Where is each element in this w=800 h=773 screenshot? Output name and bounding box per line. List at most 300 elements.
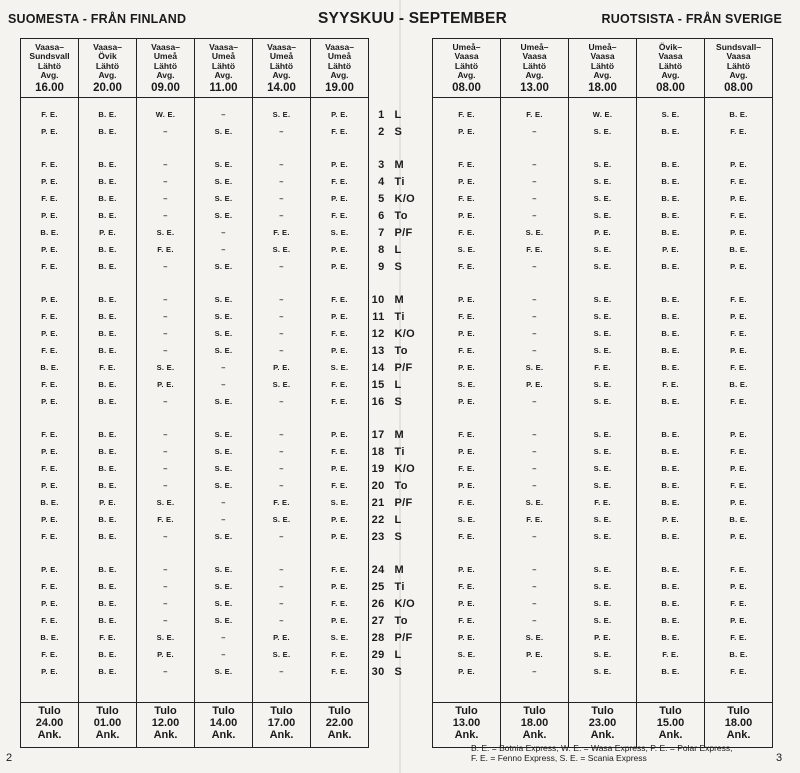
ferry-cell: B. E. [79,123,137,140]
ferry-cell: F. E. [433,494,501,511]
ferry-cell: P. E. [433,359,501,376]
day-number: 2 [378,125,385,138]
table-row [21,426,773,443]
ferry-cell: S. E. [137,494,195,511]
blank-cell [433,545,501,561]
ferry-cell: B. E. [637,477,705,494]
blank-cell [79,140,137,156]
ferry-cell: S. E. [253,511,311,528]
weekday: L [394,648,402,661]
ferry-cell: S. E. [569,308,637,325]
departure-label-fi: Lähtö [211,60,236,71]
table-row [21,376,773,393]
ferry-cell: F. E. [311,376,369,393]
ferry-cell: S. E. [569,173,637,190]
ferry-cell: S. E. [569,156,637,173]
route-column-header [705,39,773,98]
arrival-label-sv: Ank. [327,729,352,741]
blank-cell [195,140,253,156]
blank-cell [79,545,137,561]
blank-cell [569,140,637,156]
weekday: P/F [394,496,413,509]
weekday: P/F [394,361,413,374]
gap-cell [421,258,433,275]
ferry-cell: P. E. [311,190,369,207]
legend [471,743,771,763]
table-row [21,561,773,578]
blank-cell [253,410,311,426]
ferry-cell: – [253,663,311,680]
arrival-label: Tulo [154,705,177,717]
ferry-cell: F. E. [311,123,369,140]
gap-cell [421,123,433,140]
arrival-label: Tulo [591,705,614,717]
arrival-time: 22.00 [325,717,354,729]
arrival-cell [311,703,369,748]
departure-time: 16.00 [35,81,64,94]
ferry-cell: F. E. [433,308,501,325]
ferry-cell: – [137,477,195,494]
ferry-cell: P. E. [21,241,79,258]
ferry-cell: – [501,443,569,460]
column-header-row [21,39,773,98]
ferry-cell: – [137,578,195,595]
departure-label-sv: Avg. [330,70,349,80]
departure-time: 11.00 [209,81,238,94]
route-destination: Vaasa [522,51,547,61]
blank-cell [137,98,195,107]
blank-cell [389,703,421,748]
blank-cell [433,410,501,426]
route-origin: Vaasa– [35,41,64,52]
ferry-cell: – [253,393,311,410]
ferry-cell: P. E. [433,663,501,680]
ferry-cell: S. E. [569,595,637,612]
ferry-cell: P. E. [137,376,195,393]
route-column-header [137,39,195,98]
ferry-cell: B. E. [705,241,773,258]
ferry-cell: F. E. [21,578,79,595]
ferry-cell: P. E. [705,258,773,275]
ferry-cell: F. E. [21,308,79,325]
blank-cell [569,680,637,703]
ferry-cell: F. E. [433,342,501,359]
arrival-cell [637,703,705,748]
ferry-cell: – [137,528,195,545]
ferry-cell: S. E. [253,646,311,663]
blank-cell [389,545,421,561]
gap-cell [421,241,433,258]
weekday: L [394,108,402,121]
ferry-cell: S. E. [195,393,253,410]
departure-label-fi: Lähtö [95,60,120,71]
gap-cell [421,663,433,680]
ferry-cell: B. E. [79,393,137,410]
ferry-cell: – [253,291,311,308]
weekday: Ti [394,175,405,188]
ferry-cell: F. E. [433,612,501,629]
route-origin: Vaasa– [151,41,180,52]
gap-cell [421,612,433,629]
blank-cell [637,680,705,703]
ferry-cell: P. E. [21,173,79,190]
departure-time: 09.00 [151,81,180,94]
arrival-time: 15.00 [656,717,685,729]
table-row [21,359,773,376]
ferry-cell: P. E. [433,123,501,140]
gap-cell [421,595,433,612]
ferry-cell: F. E. [705,173,773,190]
ferry-cell: B. E. [637,393,705,410]
departure-label-fi: Lähtö [269,60,294,71]
ferry-cell: – [253,426,311,443]
weekday: L [394,378,402,391]
arrival-label: Tulo [523,705,546,717]
table-row [21,494,773,511]
weekday: K/O [394,462,415,475]
blank-cell [195,545,253,561]
gap-cell [421,393,433,410]
route-column-header [501,39,569,98]
ferry-cell: P. E. [501,376,569,393]
route-column-header [569,39,637,98]
ferry-cell: – [137,308,195,325]
route-origin: Vaasa– [209,41,238,52]
route-origin: Vaasa– [267,41,296,52]
weekday: M [394,158,404,171]
blank-cell [637,545,705,561]
day-number: 20 [371,479,385,492]
route-origin: Övik– [658,41,683,52]
arrival-time: 13.00 [452,717,481,729]
ferry-cell: F. E. [311,443,369,460]
weekday: To [394,614,408,627]
ferry-cell: – [195,224,253,241]
gap-cell [421,528,433,545]
ferry-cell: F. E. [21,612,79,629]
ferry-cell: S. E. [569,443,637,460]
ferry-cell: F. E. [705,393,773,410]
ferry-cell: S. E. [195,156,253,173]
blank-cell [389,275,421,291]
ferry-cell: B. E. [79,443,137,460]
ferry-cell: S. E. [569,342,637,359]
gap-cell [421,106,433,123]
blank-cell [369,275,389,291]
ferry-cell: S. E. [501,494,569,511]
ferry-cell: – [137,460,195,477]
table-row [21,646,773,663]
blank-cell [137,680,195,703]
ferry-cell: F. E. [705,663,773,680]
ferry-cell: P. E. [705,494,773,511]
ferry-cell: P. E. [501,646,569,663]
blank-cell [195,275,253,291]
departure-label-fi: Lähtö [522,60,547,71]
departure-label-fi: Lähtö [153,60,178,71]
ferry-cell: F. E. [79,629,137,646]
ferry-cell: F. E. [21,376,79,393]
ferry-cell: F. E. [21,190,79,207]
arrival-cell [705,703,773,748]
ferry-cell: S. E. [569,578,637,595]
ferry-cell: S. E. [195,325,253,342]
table-row [21,207,773,224]
departure-label-sv: Avg. [214,70,233,80]
arrival-cell [79,703,137,748]
ferry-cell: P. E. [705,612,773,629]
arrival-time: 01.00 [93,717,122,729]
weekday: M [394,428,404,441]
ferry-cell: – [137,156,195,173]
ferry-cell: – [501,561,569,578]
ferry-cell: F. E. [569,359,637,376]
blank-cell [569,410,637,426]
ferry-cell: P. E. [705,460,773,477]
ferry-cell: B. E. [21,224,79,241]
ferry-cell: – [501,325,569,342]
ferry-cell: – [501,156,569,173]
day-number: 11 [372,310,385,323]
ferry-cell: B. E. [705,106,773,123]
weekday: L [394,513,402,526]
ferry-cell: P. E. [705,578,773,595]
weekday: To [394,344,408,357]
ferry-cell: S. E. [569,291,637,308]
route-column-header [21,39,79,98]
route-origin: Umeå– [520,41,549,52]
ferry-cell: P. E. [569,224,637,241]
route-origin: Sundsvall– [716,41,761,52]
blank-cell [637,98,705,107]
ferry-cell: P. E. [433,477,501,494]
departure-label-sv: Avg. [661,70,680,80]
ferry-cell: – [501,342,569,359]
gap-cell [421,629,433,646]
ferry-cell: F. E. [705,561,773,578]
departure-time: 14.00 [267,81,296,94]
weekday: K/O [394,327,415,340]
ferry-cell: P. E. [433,443,501,460]
arrival-label: Tulo [96,705,119,717]
ferry-cell: S. E. [195,663,253,680]
blank-cell [637,410,705,426]
ferry-cell: F. E. [311,663,369,680]
ferry-cell: B. E. [637,595,705,612]
ferry-cell: F. E. [21,426,79,443]
day-number: 13 [371,344,385,357]
ferry-cell: F. E. [705,291,773,308]
ferry-cell: P. E. [311,612,369,629]
table-row [21,123,773,140]
ferry-cell: – [195,646,253,663]
spacer-row [21,410,773,426]
ferry-cell: P. E. [21,477,79,494]
blank-cell [79,410,137,426]
table-row [21,663,773,680]
ferry-cell: S. E. [569,325,637,342]
blank-cell [569,545,637,561]
ferry-cell: B. E. [79,376,137,393]
route-origin: Vaasa– [325,41,354,52]
blank-cell [253,140,311,156]
ferry-cell: S. E. [311,224,369,241]
day-number: 12 [371,327,385,340]
ferry-cell: S. E. [137,629,195,646]
departure-label-fi: Lähtö [37,60,62,71]
blank-cell [501,545,569,561]
arrival-cell [569,703,637,748]
ferry-cell: P. E. [21,511,79,528]
day-header [369,39,389,98]
ferry-cell: F. E. [705,629,773,646]
ferry-cell: P. E. [79,224,137,241]
weekday: M [394,563,404,576]
ferry-cell: S. E. [569,511,637,528]
ferry-cell: S. E. [195,426,253,443]
ferry-cell: P. E. [705,426,773,443]
ferry-cell: P. E. [311,511,369,528]
departure-label-sv: Avg. [40,70,59,80]
blank-cell [433,275,501,291]
ferry-cell: B. E. [637,342,705,359]
departure-time: 08.00 [656,81,685,94]
blank-cell [637,140,705,156]
ferry-cell: P. E. [433,595,501,612]
ferry-cell: F. E. [311,173,369,190]
ferry-cell: F. E. [637,646,705,663]
ferry-cell: – [137,325,195,342]
ferry-cell: – [137,561,195,578]
ferry-cell: S. E. [569,207,637,224]
ferry-cell: – [137,190,195,207]
departure-label-sv: Avg. [729,70,748,80]
weekday: S [394,125,403,138]
arrival-label: Tulo [659,705,682,717]
gap-cell [421,156,433,173]
day-number: 23 [371,530,385,543]
arrival-label-sv: Ank. [590,729,615,741]
ferry-cell: – [253,308,311,325]
ferry-cell: F. E. [21,258,79,275]
departure-time: 20.00 [93,81,122,94]
arrival-time: 14.00 [209,717,238,729]
blank-cell [253,98,311,107]
ferry-cell: – [195,106,253,123]
ferry-cell: S. E. [569,528,637,545]
arrival-label-sv: Ank. [37,729,62,741]
gap-cell [421,308,433,325]
weekday-header [389,39,421,98]
ferry-cell: – [253,443,311,460]
ferry-cell: F. E. [311,393,369,410]
blank-cell [311,680,369,703]
blank-cell [195,98,253,107]
ferry-cell: F. E. [433,578,501,595]
departure-time: 08.00 [724,81,753,94]
header-from-finland: SUOMESTA - FRÅN FINLAND [8,12,187,26]
ferry-cell: P. E. [705,156,773,173]
ferry-cell: – [253,258,311,275]
ferry-cell: P. E. [21,123,79,140]
ferry-cell: B. E. [79,426,137,443]
ferry-cell: P. E. [21,325,79,342]
blank-cell [705,410,773,426]
ferry-cell: B. E. [637,528,705,545]
ferry-cell: P. E. [311,156,369,173]
ferry-cell: B. E. [705,376,773,393]
ferry-cell: B. E. [21,359,79,376]
ferry-cell: F. E. [21,528,79,545]
ferry-cell: B. E. [637,190,705,207]
ferry-cell: – [501,393,569,410]
table-row [21,106,773,123]
ferry-cell: W. E. [137,106,195,123]
blank-cell [79,275,137,291]
departure-label-sv: Avg. [457,70,476,80]
ferry-cell: – [501,426,569,443]
ferry-cell: P. E. [433,173,501,190]
ferry-cell: P. E. [705,190,773,207]
departure-label-fi: Lähtö [590,60,615,71]
table-row [21,241,773,258]
weekday: To [394,209,408,222]
arrival-label-sv: Ank. [153,729,178,741]
day-number: 25 [371,580,385,593]
ferry-cell: F. E. [433,190,501,207]
ferry-cell: B. E. [21,494,79,511]
ferry-cell: F. E. [137,241,195,258]
ferry-cell: S. E. [137,359,195,376]
ferry-cell: – [253,173,311,190]
table-row [21,308,773,325]
arrival-cell [21,703,79,748]
ferry-cell: P. E. [79,494,137,511]
weekday: Ti [394,445,405,458]
ferry-cell: – [195,376,253,393]
ferry-cell: P. E. [705,224,773,241]
weekday: To [394,479,408,492]
ferry-cell: B. E. [79,477,137,494]
ferry-cell: B. E. [79,561,137,578]
arrival-cell [137,703,195,748]
ferry-cell: S. E. [433,241,501,258]
ferry-cell: – [195,511,253,528]
arrival-label-sv: Ank. [269,729,294,741]
ferry-cell: F. E. [705,477,773,494]
ferry-cell: – [195,359,253,376]
ferry-cell: P. E. [433,629,501,646]
ferry-cell: – [253,342,311,359]
departure-label-sv: Avg. [593,70,612,80]
ferry-cell: B. E. [637,123,705,140]
ferry-cell: S. E. [195,578,253,595]
ferry-cell: B. E. [637,612,705,629]
ferry-cell: F. E. [311,291,369,308]
ferry-cell: B. E. [705,511,773,528]
route-column-header [311,39,369,98]
blank-cell [311,275,369,291]
weekday: M [394,293,404,306]
day-number: 26 [371,597,385,610]
ferry-cell: B. E. [79,207,137,224]
route-column-header [433,39,501,98]
ferry-cell: P. E. [311,308,369,325]
ferry-cell: S. E. [253,241,311,258]
day-number: 10 [371,293,385,306]
ferry-cell: P. E. [253,359,311,376]
departure-time: 18.00 [588,81,617,94]
